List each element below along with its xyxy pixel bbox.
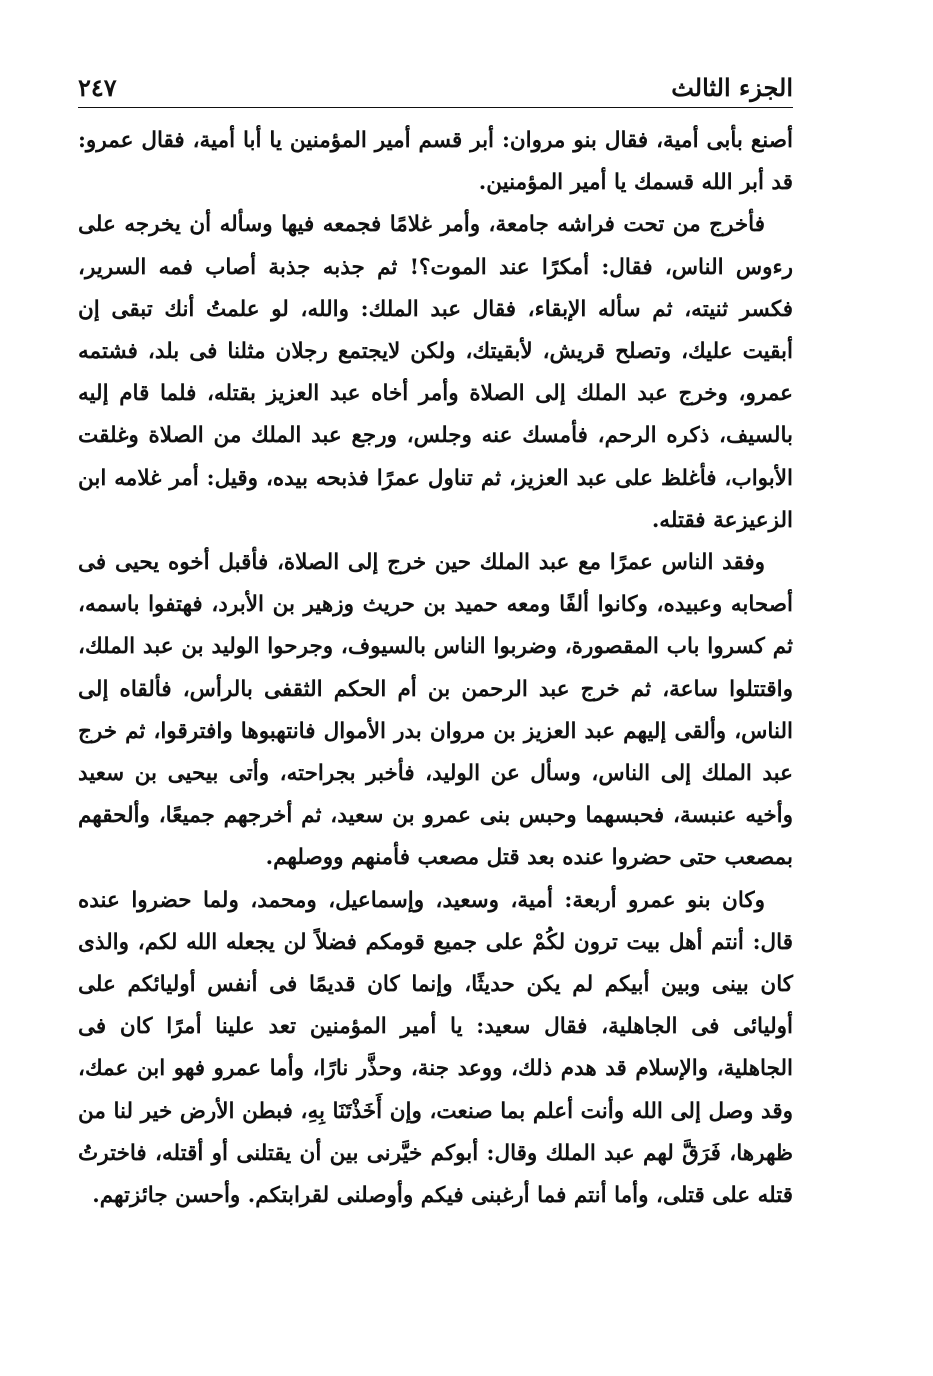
paragraph-2: فأخرج من تحت فراشه جامعة، وأمر غلامًا فجمعه فيها وسأله أن يخرجه على رءوس الناس، فقال: أمكرًا عند الموت؟! ثم جذبه جذبة أصاب فمه السرير، فكسر ثنيته، ثم سأله الإبقاء، فقال عبد الملك: والله، لو علمتُ أنك تبقى إن أبقيت عليك، وتصلح قريش، لأبقيتك، ولكن لايجتمع رجلان مثلنا فى بلد، فشتمه عمرو، وخرج عبد الملك إلى الصلاة وأمر أخاه عبد العزيز بقتله، فلما قام إليه بالسيف، ذكره الرحم، فأمسك عنه وجلس، ورجع عبد الملك من الصلاة وغلقت الأبواب، فأغلظ على عبد العزيز، ثم تناول عمرًا فذبحه بيده، وقيل: أمر غلامه ابن الزعيزعة فقتله. <box>78 212 793 533</box>
chapter-title: الجزء الثالث <box>671 73 793 102</box>
paragraph-1: أصنع بأبى أمية، فقال بنو مروان: أبر قسم أمير المؤمنين يا أبا أمية، فقال عمرو: قد أبر الله قسمك يا أمير المؤمنين. <box>78 128 793 196</box>
paragraph-4: وكان بنو عمرو أربعة: أمية، وسعيد، وإسماعيل، ومحمد، ولما حضروا عنده قال: أنتم أهل بيت ترون لكُمْ على جميع قومكم فضلاً لن يجعله الله لكم، والذى كان بينى وبين أبيكم لم يكن حديثًا، وإنما كان قديمًا فى أنفس أوليائكم على أوليائى فى الجاهلية، فقال سعيد: يا أمير المؤمنين تعد علينا أمرًا كان فى الجاهلية، والإسلام قد هدم ذلك، ووعد جنة، وحذَّر نارًا، وأما عمرو فهو ابن عمك، وقد وصل إلى الله وأنت أعلم بما صنعت، وإن أَخَذْتَنَا بِهِ، فبطن الأرض خير لنا من ظهرها، فَرَقَّ لهم عبد الملك وقال: أبوكم خيَّرنى بين أن يقتلنى أو أقتله، فاخترتُ قتله على قتلى، وأما أنتم فما أرغبنى فيكم وأوصلنى لقرابتكم. وأحسن جائزتهم. <box>78 887 793 1209</box>
body-text <box>78 120 793 1217</box>
page-number: ٢٤٧ <box>78 73 117 102</box>
header-divider <box>78 107 793 108</box>
paragraph-3: وفقد الناس عمرًا مع عبد الملك حين خرج إلى الصلاة، فأقبل أخوه يحيى فى أصحابه وعبيده، وكانوا ألفًا ومعه حميد بن حريث وزهير بن الأبرد، فهتفوا باسمه، ثم كسروا باب المقصورة، وضربوا الناس بالسيوف، وجرحوا الوليد بن عبد الملك، واقتتلوا ساعة، ثم خرج عبد الرحمن بن أم الحكم الثقفى بالرأس، فألقاه إلى الناس، وألقى إليهم عبد العزيز بن مروان بدر الأموال فانتهبوها وافترقوا، ثم خرج عبد الملك إلى الناس، وسأل عن الوليد، فأخبر بجراحته، وأتى بيحيى بن سعيد وأخيه عنبسة، فحبسهما وحبس بنى عمرو بن سعيد، ثم أخرجهم جميعًا، وألحقهم بمصعب حتى حضروا عنده بعد قتل مصعب فأمنهم ووصلهم. <box>78 550 793 871</box>
running-header <box>78 60 793 100</box>
